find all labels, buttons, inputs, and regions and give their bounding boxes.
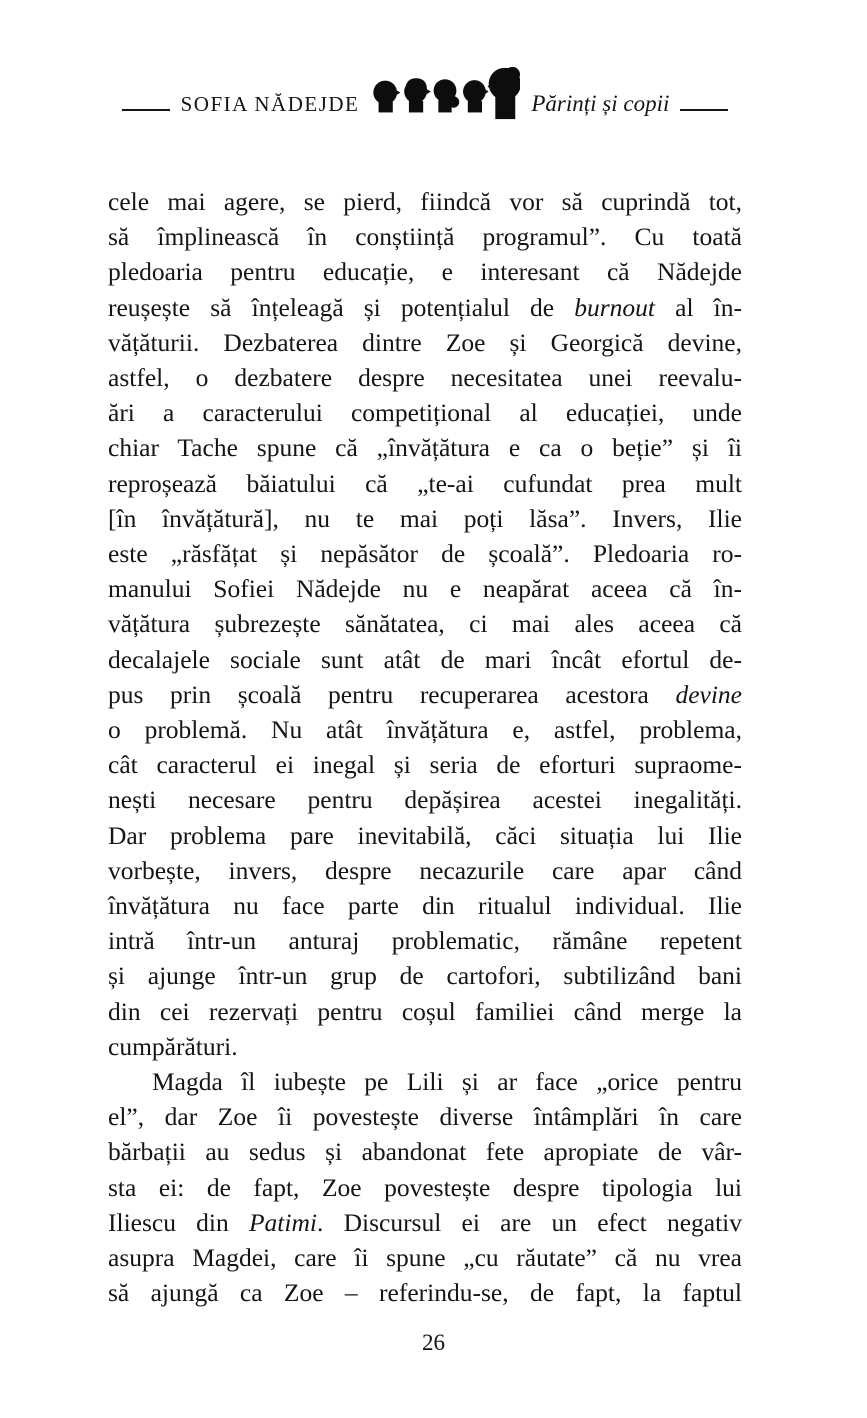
page-footer <box>0 1330 867 1356</box>
text-line: ări a caracterului competițional al educației, unde <box>108 398 742 428</box>
text-line: decalajele sociale sunt atât de mari încât efortul de- <box>108 644 742 674</box>
text-line: cât caracterul ei inegal și seria de eforturi supraome- <box>108 750 742 780</box>
text-line: este „răsfățat și nepăsător de școală”. Pledoaria ro- <box>108 539 742 569</box>
header-rule-left <box>122 109 170 111</box>
child-silhouette-icon <box>463 80 489 112</box>
text-line: sta ei: de fapt, Zoe povestește despre tipologia lui <box>108 1172 742 1202</box>
text-line: și ajunge într-un grup de cartofori, subtilizând bani <box>108 961 742 991</box>
text-line: reproșează băiatului că „te-ai cufundat prea mult <box>108 468 742 498</box>
text-line: din cei rezervați pentru coșul familiei când merge la <box>108 996 742 1026</box>
text-line: el”, dar Zoe îi povestește diverse întâmplări în care <box>108 1102 742 1132</box>
text-line: vățăturii. Dezbaterea dintre Zoe și Georgică devine, <box>108 327 742 357</box>
text-line: intră într-un anturaj problematic, rămâne repetent <box>108 926 742 956</box>
child-silhouette-icon <box>374 81 401 113</box>
text-line: asupra Magdei, care îi spune „cu răutate” că nu vrea <box>108 1243 742 1273</box>
text-line: reușește să înțeleagă și potențialul de burnout al în- <box>108 292 742 322</box>
family-silhouettes-icon <box>370 64 520 121</box>
text-line: nești necesare pentru depășirea acestei inegalități. <box>108 785 742 815</box>
text-line: o problemă. Nu atât învățătura e, astfel, problema, <box>108 715 742 745</box>
book-title: Părinți și copii <box>531 91 670 116</box>
text-line: chiar Tache spune că „învățătura e ca o beție” și îi <box>108 433 742 463</box>
text-line: Magda îl iubește pe Lili și ar face „orice pentru <box>152 1067 742 1097</box>
text-line: bărbații au sedus și abandonat fete apropiate de vâr- <box>108 1137 742 1167</box>
text-line: să împlinească în conștiință programul”. Cu toată <box>108 222 742 252</box>
running-header <box>108 62 742 120</box>
page-number: 26 <box>422 1330 445 1355</box>
paragraph <box>108 184 742 1064</box>
text-line: vățătura șubrezește sănătatea, ci mai ales aceea că <box>108 609 742 639</box>
text-line: manului Sofiei Nădejde nu e neapărat aceea că în- <box>108 574 742 604</box>
author-name: SOFIA NĂDEJDE <box>180 92 360 116</box>
parent-silhouette-icon <box>488 67 520 119</box>
header-rule-right <box>680 109 728 111</box>
text-line: Iliescu din Patimi. Discursul ei are un efect negativ <box>108 1207 742 1237</box>
text-line: vorbește, invers, despre necazurile care apar când <box>108 855 742 885</box>
text-column <box>108 184 742 1311</box>
text-line: Dar problema pare inevitabilă, căci situația lui Ilie <box>108 820 742 850</box>
text-line: învățătura nu face parte din ritualul individual. Ilie <box>108 891 742 921</box>
text-line: să ajungă ca Zoe – referindu-se, de fapt, la faptul <box>108 1278 742 1308</box>
paragraph <box>108 1064 742 1310</box>
text-line: cumpărături. <box>108 1031 238 1061</box>
text-line: pus prin școală pentru recuperarea acestora devine <box>108 679 742 709</box>
text-line: astfel, o dezbatere despre necesitatea unei reevalu- <box>108 363 742 393</box>
child-silhouette-icon <box>434 79 460 112</box>
text-line: [în învățătură], nu te mai poți lăsa”. Invers, Ilie <box>108 503 742 533</box>
text-line: cele mai agere, se pierd, fiindcă vor să cuprindă tot, <box>108 187 742 216</box>
text-line: pledoaria pentru educație, e interesant că Nădejde <box>108 257 742 287</box>
child-silhouette-icon <box>405 78 432 112</box>
